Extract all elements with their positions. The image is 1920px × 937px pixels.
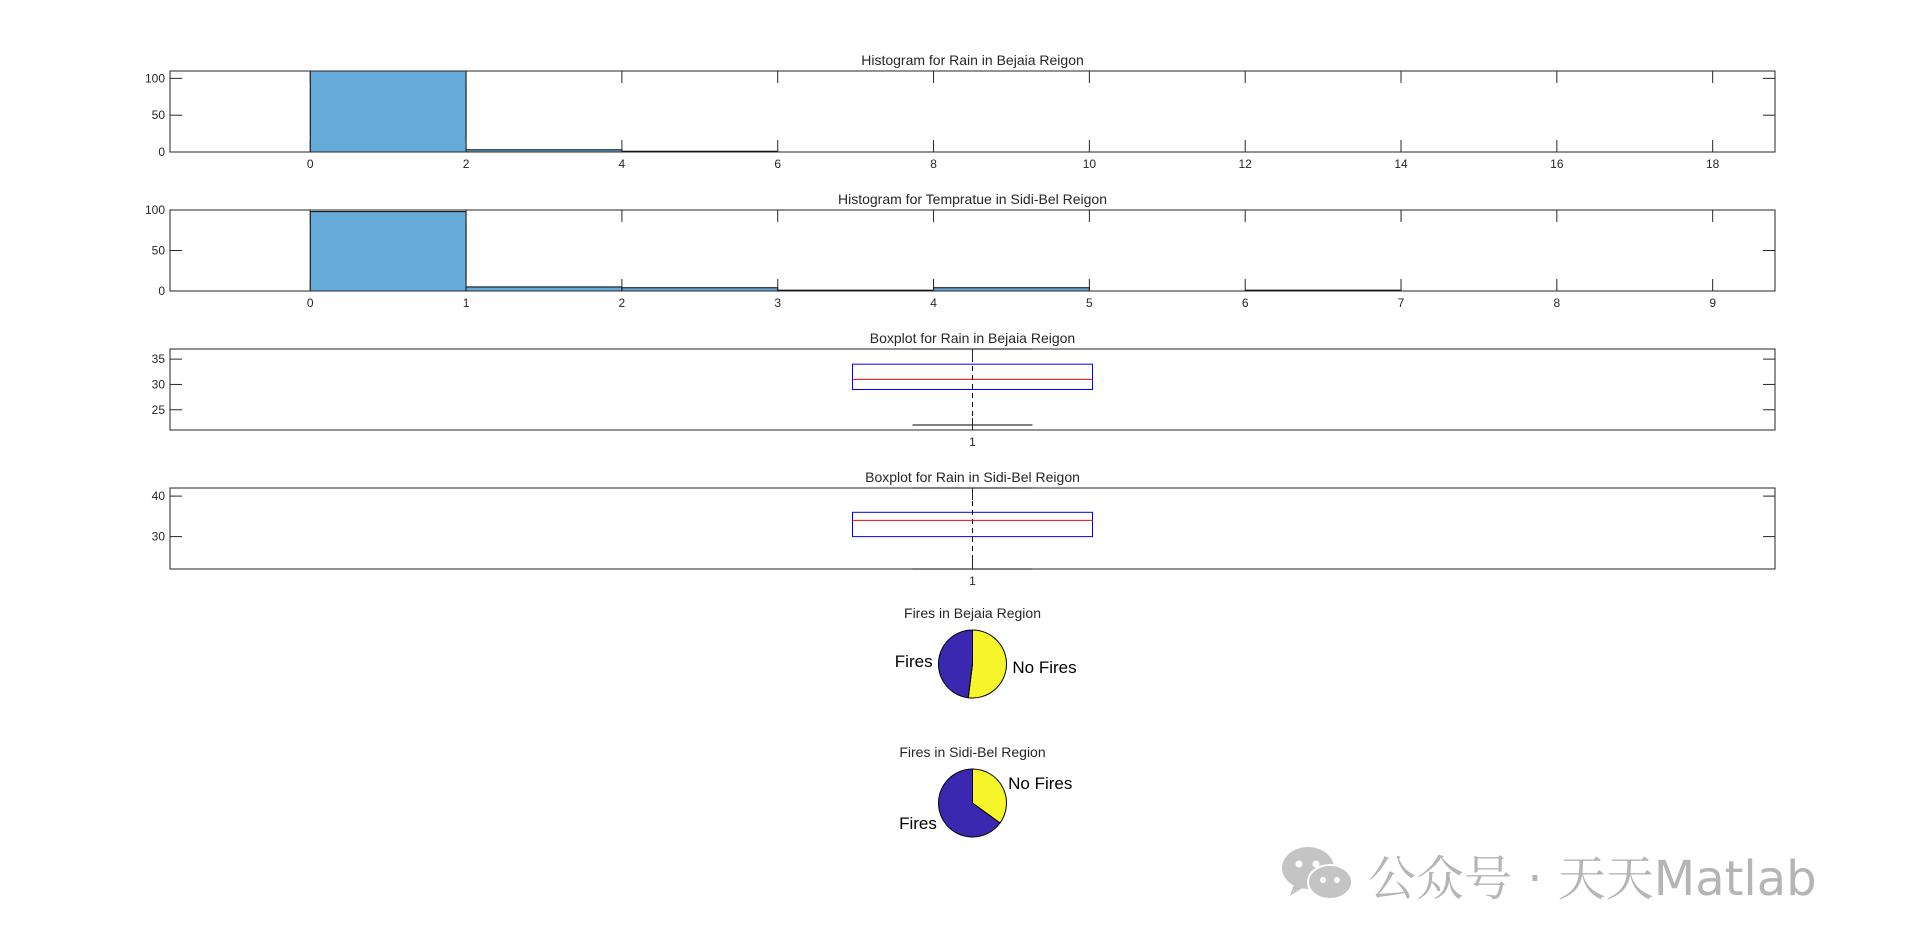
- x-tick-label: 3: [774, 296, 782, 310]
- x-tick-label: 0: [306, 296, 314, 310]
- y-tick-label: 30: [151, 377, 165, 392]
- x-tick-label: 6: [774, 157, 782, 171]
- y-tick-label: 25: [151, 402, 165, 417]
- pie-label: No Fires: [1012, 657, 1077, 677]
- y-tick-label: 100: [144, 71, 165, 86]
- y-tick-label: 35: [151, 352, 165, 367]
- pie-slice: [938, 630, 972, 698]
- x-tick-label: 1: [969, 435, 976, 449]
- x-tick-label: 2: [462, 157, 470, 171]
- y-tick-label: 100: [144, 203, 165, 217]
- boxplot-1: [152, 330, 1775, 449]
- y-tick-label: 30: [151, 529, 165, 544]
- x-tick-label: 18: [1705, 157, 1720, 171]
- x-tick-label: 14: [1394, 157, 1408, 171]
- histogram-bar: [310, 212, 466, 291]
- pie-2: [899, 744, 1072, 837]
- chart-title: Boxplot for Rain in Bejaia Reigon: [869, 330, 1076, 346]
- y-tick-label: 40: [151, 489, 165, 504]
- x-tick-label: 12: [1238, 157, 1252, 171]
- chart-title: Fires in Sidi-Bel Region: [899, 744, 1046, 760]
- x-tick-label: 2: [618, 296, 626, 310]
- y-tick-label: 0: [158, 284, 165, 298]
- x-tick-label: 1: [969, 574, 976, 588]
- x-tick-label: 16: [1550, 157, 1564, 171]
- watermark: [1280, 842, 1817, 906]
- x-tick-label: 8: [1553, 296, 1561, 310]
- chart-title: Boxplot for Rain in Sidi-Bel Reigon: [865, 469, 1080, 485]
- x-tick-label: 4: [618, 157, 626, 171]
- histogram-bar: [466, 287, 622, 291]
- x-tick-label: 1: [462, 296, 470, 310]
- watermark-text: 公众号 · 天天Matlab: [1368, 850, 1817, 907]
- pie-1: [895, 605, 1077, 698]
- chart-title: Fires in Bejaia Region: [904, 605, 1041, 621]
- chart-title: Histogram for Tempratue in Sidi-Bel Reigon: [838, 191, 1107, 207]
- chart-title: Histogram for Rain in Bejaia Reigon: [861, 52, 1084, 68]
- x-tick-label: 0: [306, 157, 314, 171]
- pie-slice: [968, 630, 1006, 698]
- histogram-bar: [310, 71, 466, 152]
- y-tick-label: 50: [151, 108, 165, 123]
- pie-label: No Fires: [1008, 774, 1073, 794]
- x-tick-label: 4: [930, 296, 937, 310]
- x-tick-label: 8: [930, 157, 937, 171]
- x-tick-label: 5: [1086, 296, 1093, 310]
- wechat-icon: [1280, 844, 1354, 904]
- y-tick-label: 0: [158, 145, 165, 159]
- y-tick-label: 50: [151, 243, 165, 258]
- x-tick-label: 10: [1082, 157, 1097, 171]
- x-tick-label: 7: [1397, 296, 1405, 310]
- histogram-2: [145, 191, 1775, 310]
- pie-label: Fires: [894, 652, 933, 672]
- boxplot-2: [152, 469, 1775, 588]
- x-tick-label: 9: [1709, 296, 1717, 310]
- x-tick-label: 6: [1241, 296, 1249, 310]
- histogram-1: [145, 52, 1775, 171]
- pie-label: Fires: [899, 813, 937, 833]
